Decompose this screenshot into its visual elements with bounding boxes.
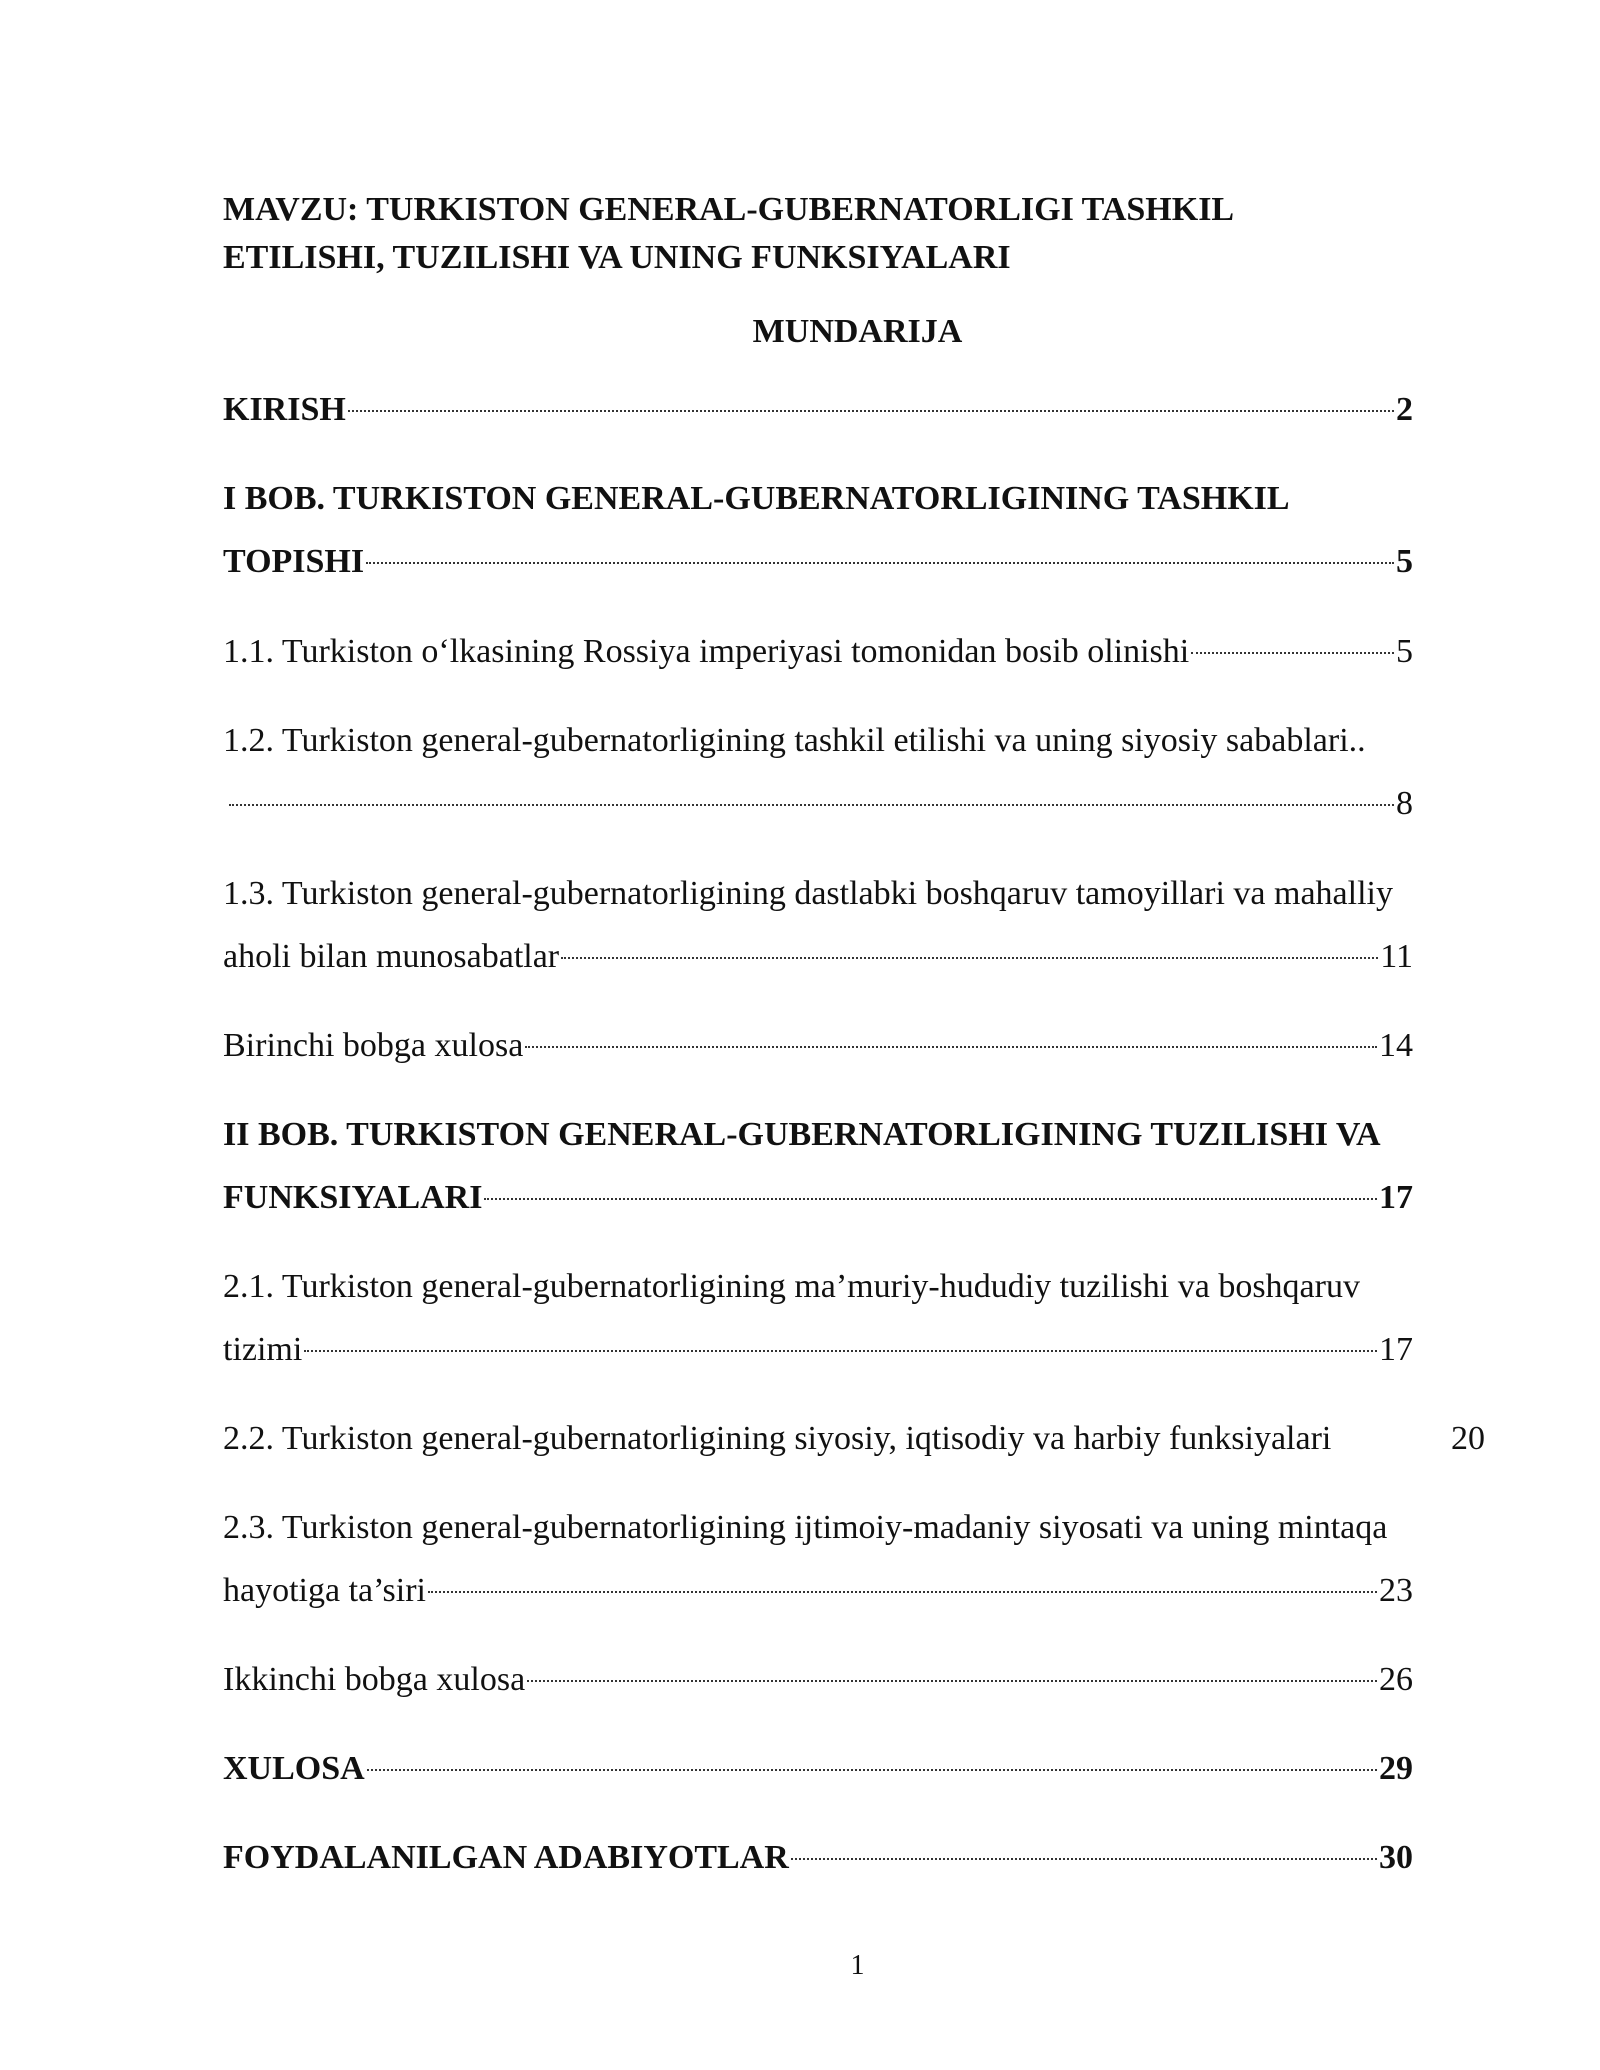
- dot-leader: [367, 1767, 1377, 1771]
- dot-leader: [366, 560, 1394, 564]
- dot-leader: [304, 1348, 1377, 1352]
- toc-entry-label: hayotiga ta’siri: [223, 1572, 427, 1609]
- toc-entry-label: 1.1. Turkiston o‘lkasining Rossiya imperiyasi tomonidan bosib olinishi: [223, 633, 1190, 670]
- dot-leader: [229, 802, 1394, 806]
- toc-entry-bob1-line1[interactable]: I BOB. TURKISTON GENERAL-GUBERNATORLIGINING TASHKIL: [223, 480, 1290, 517]
- title-line-2: ETILISHI, TUZILISHI VA UNING FUNKSIYALARI: [223, 239, 1011, 276]
- toc-entry-2-1-line1[interactable]: 2.1. Turkiston general-gubernatorligining ma’muriy-hududiy tuzilishi va boshqaruv: [223, 1268, 1360, 1305]
- toc-entry-page: 29: [1379, 1750, 1413, 1787]
- toc-entry-page: 11: [1380, 938, 1413, 975]
- toc-entry-2-1[interactable]: [223, 1325, 1413, 1375]
- toc-entry-bob2-line1[interactable]: II BOB. TURKISTON GENERAL-GUBERNATORLIGINING TUZILISHI VA: [223, 1116, 1381, 1153]
- toc-entry-1-3[interactable]: [223, 932, 1413, 982]
- toc-entry-label: 2.2. Turkiston general-gubernatorligining siyosiy, iqtisodiy va harbiy funksiyalari: [223, 1420, 1332, 1457]
- toc-entry-label: KIRISH: [223, 391, 346, 428]
- toc-entry-2-2[interactable]: [223, 1414, 1485, 1464]
- toc-entry-xulosa-2[interactable]: [223, 1655, 1413, 1705]
- toc-entry-page: 5: [1396, 543, 1413, 580]
- toc-entry-page: 23: [1379, 1572, 1413, 1609]
- dot-leader: [484, 1196, 1377, 1200]
- dot-leader: [428, 1589, 1377, 1593]
- toc-entry-2-3[interactable]: [223, 1566, 1413, 1616]
- toc-entry-bob2[interactable]: [223, 1173, 1413, 1223]
- toc-entry-bob1[interactable]: [223, 537, 1413, 587]
- dot-leader: [525, 1044, 1377, 1048]
- toc-entry-page: 14: [1379, 1027, 1413, 1064]
- toc-entry-page: 17: [1379, 1331, 1413, 1368]
- dot-leader: [527, 1678, 1377, 1682]
- toc-entry-page: 8: [1396, 785, 1413, 822]
- toc-entry-page: 20: [1451, 1420, 1485, 1457]
- toc-entry-page: 30: [1379, 1839, 1413, 1876]
- toc-entry-page: 17: [1379, 1179, 1413, 1216]
- toc-entry-page: 2: [1396, 391, 1413, 428]
- toc-entry-page: 5: [1396, 633, 1413, 670]
- toc-entry-1-2-line1[interactable]: 1.2. Turkiston general-gubernatorligining tashkil etilishi va uning siyosiy sabablari..: [223, 722, 1366, 759]
- toc-entry-1-1[interactable]: [223, 627, 1413, 677]
- toc-entry-1-3-line1[interactable]: 1.3. Turkiston general-gubernatorligining dastlabki boshqaruv tamoyillari va mahalliy: [223, 875, 1393, 912]
- toc-entry-kirish[interactable]: [223, 385, 1413, 435]
- toc-entry-label: Birinchi bobga xulosa: [223, 1027, 524, 1064]
- toc-entry-label: TOPISHI: [223, 543, 365, 580]
- dot-leader: [791, 1856, 1377, 1860]
- toc-entry-xulosa[interactable]: [223, 1744, 1413, 1794]
- dot-leader: [561, 955, 1378, 959]
- document-title: [223, 186, 1483, 282]
- dot-leader: [1191, 650, 1394, 654]
- toc-entry-xulosa-1[interactable]: [223, 1021, 1413, 1071]
- toc-entry-label: Ikkinchi bobga xulosa: [223, 1661, 526, 1698]
- page-number: 1: [850, 1950, 865, 1981]
- toc-heading: MUNDARIJA: [752, 313, 963, 350]
- toc-entry-label: aholi bilan munosabatlar: [223, 938, 560, 975]
- toc-entry-label: XULOSA: [223, 1750, 365, 1787]
- title-line-1: MAVZU: TURKISTON GENERAL-GUBERNATORLIGI TASHKIL: [223, 191, 1235, 228]
- toc-entry-label: FUNKSIYALARI: [223, 1179, 483, 1216]
- toc-entry-page: 26: [1379, 1661, 1413, 1698]
- toc-entry-label: tizimi: [223, 1331, 303, 1368]
- dot-leader: [348, 408, 1394, 412]
- toc-entry-1-2[interactable]: [223, 779, 1413, 829]
- toc-entry-label: FOYDALANILGAN ADABIYOTLAR: [223, 1839, 789, 1876]
- toc-entry-adabiyotlar[interactable]: [223, 1833, 1413, 1883]
- toc-entry-2-3-line1[interactable]: 2.3. Turkiston general-gubernatorligining ijtimoiy-madaniy siyosati va uning mintaqa: [223, 1509, 1388, 1546]
